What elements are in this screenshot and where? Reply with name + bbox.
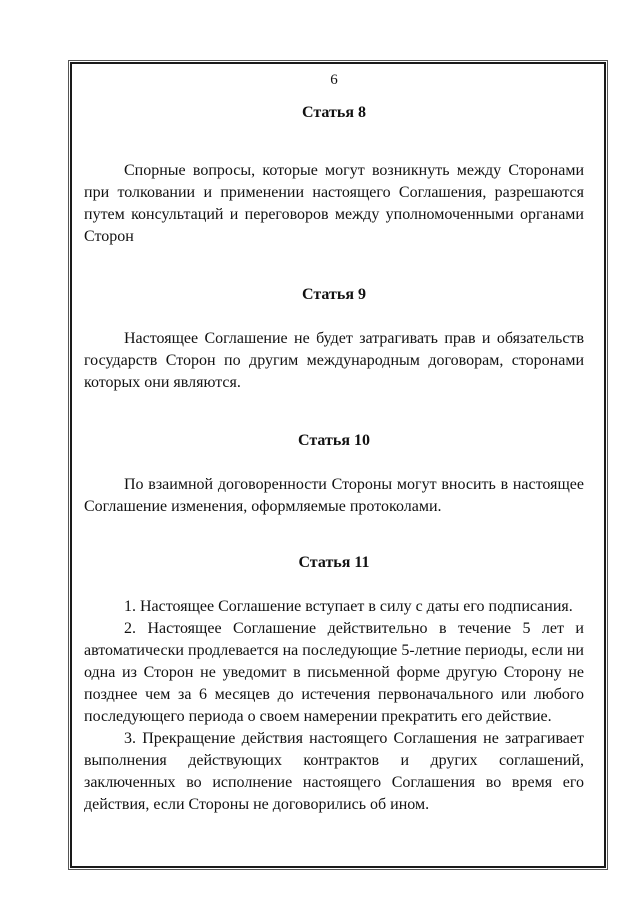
article-10-heading: Статья 10 (298, 432, 370, 449)
article-8-paragraph: Спорные вопросы, которые могут возникнуть между Сторонами при толковании и применении настоящего Соглашения, разрешаются путем консультаций и переговоров между уполномоченными органами Сторон (84, 162, 584, 245)
document-page (84, 70, 584, 816)
article-11-clause-1: 1. Настоящее Соглашение вступает в силу с даты его подписания. (124, 598, 573, 615)
article-9-paragraph: Настоящее Соглашение не будет затрагивать прав и обязательств государств Сторон по другим международным договорам, сторонами которых они являются. (84, 330, 584, 391)
article-8-heading: Статья 8 (302, 104, 366, 121)
article-9-heading: Статья 9 (302, 286, 366, 303)
article-11-clause-3: 3. Прекращение действия настоящего Соглашения не затрагивает выполнения действующих контрактов и других соглашений, заключенных во исполнение настоящего Соглашения во время его действия, если Стороны не договорились об ином. (84, 730, 584, 813)
page-number: 6 (330, 72, 338, 88)
article-11-heading: Статья 11 (298, 554, 370, 571)
article-10-paragraph: По взаимной договоренности Стороны могут вносить в настоящее Соглашение изменения, оформляемые протоколами. (84, 476, 584, 515)
article-11-clause-2: 2. Настоящее Соглашение действительно в течение 5 лет и автоматически продлевается на последующие 5-летние периоды, если ни одна из Сторон не уведомит в письменной форме другую Сторону не позднее чем за 6 месяцев до истечения первоначального или любого последующего периода о своем намерении прекратить его действие. (84, 620, 584, 725)
